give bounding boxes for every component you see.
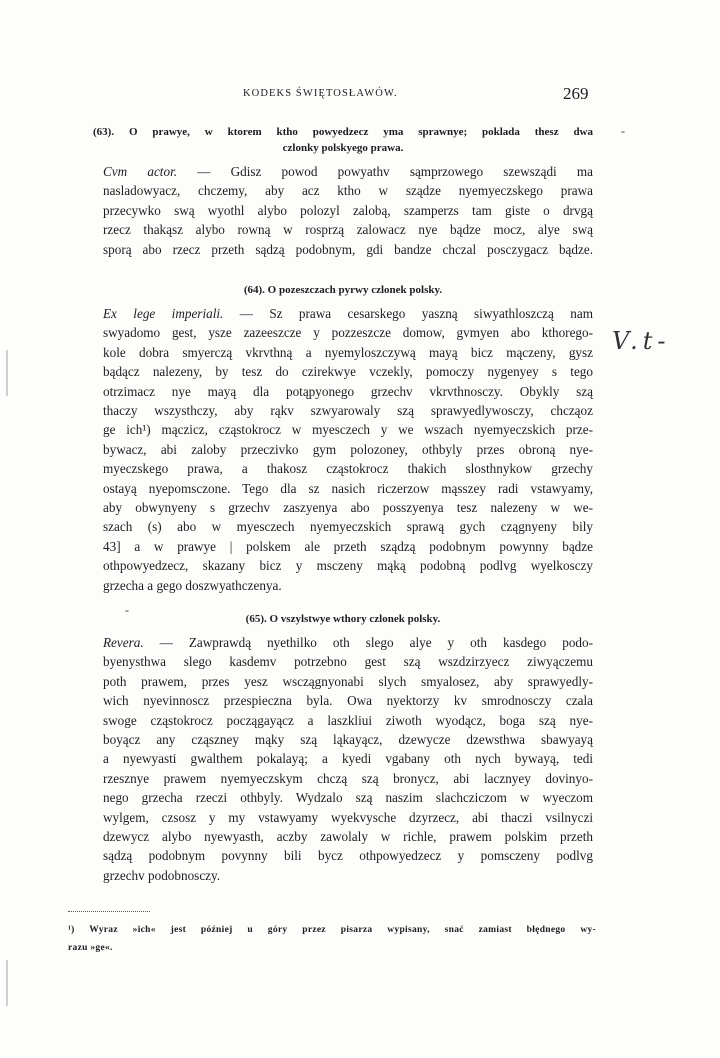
footnote-line: razu »ge«.: [68, 943, 113, 953]
text-line: — Zawprawdą nyethilko oth slego alye y oth kasdego podo-: [143, 635, 593, 650]
text-line: 43] a w prawye | polskem ale przeth sządzą podobnym powynny bądze: [103, 538, 593, 554]
text-line: grzecha a gego doszwyathczenya.: [103, 577, 282, 593]
section-body: [93, 304, 593, 595]
text-line: poth prawem, przes yesz wsczągnyonabi slych smyalosez, aby sprawyedly-: [103, 673, 593, 689]
heading-line: (63). O prawye, w ktorem ktho powyedzecz yma sprawnye; poklada thesz dwa: [93, 126, 593, 138]
text-line: sporą abo rzecz przeth sądzą podobnym, gdi bandze chczal posczygacz bądze.: [103, 241, 593, 257]
text-line: byenysthwa slego kasdemv potrzebno gest szą wszdzirzyecz ziwyączemu: [103, 654, 593, 670]
text-line: — Gdisz powod powyathv sąmprzowego szewsządi ma: [177, 164, 594, 179]
footnote: [68, 921, 596, 957]
text-line: wich nyevinnoscz przespieczna byla. Owa nyektorzy kv smrodnosczy czala: [103, 693, 593, 709]
page-number: 269: [563, 84, 589, 103]
text-line: swoge cząstokrocz począgayącz a laszkliui ziwoth wyodącz, boga szą nye-: [103, 712, 593, 728]
section-lead: Cvm actor.: [103, 164, 178, 179]
section-heading: [93, 611, 593, 627]
text-line: rzecz thakąsz alybo rowną w rosprzą zalowacz nye bądze mocz, alye swą: [103, 222, 593, 238]
section-heading: [93, 282, 593, 298]
text-line: bądącz nalezeny, by tesz do czirekwye vczekly, pomoczy nygenyey s tego: [103, 364, 593, 380]
text-line: grzechv podobnosczy.: [103, 867, 221, 883]
running-title: KODEKS ŚWIĘTOSŁAWÓW.: [243, 88, 398, 99]
text-line: kole dobra smyerczą vkrvthną a nyemyloszczywą mayą bicz mączeny, gysz: [103, 344, 593, 360]
text-line: otrzimacz nye mayą dla potąpyonego grzechv vkrvthnosczy. Obykly szą: [103, 383, 593, 399]
heading-line: (64). O pozeszczach pyrwy czlonek polsky.: [243, 284, 443, 296]
text-line: dzewycz alybo nyewyasth, aczby zawolaly w richle, prawem polskim przeth: [103, 829, 593, 845]
margin-dash: -: [621, 124, 625, 138]
text-line: ostayą nyepomsczone. Tego dla sz nasich riczerzow mąsszey radi vstawyamy,: [103, 480, 593, 496]
footnote-rule: [68, 911, 150, 912]
text-line: przecywko swą wyothl alybo polozyl zalobą, szamperzs tam giste o drvgą: [103, 202, 593, 218]
scan-edge-mark: [6, 960, 8, 1006]
text-line: nasladowyacz, chczemy, aby acz ktho w sządze nyemyeczskego prawa: [103, 183, 593, 199]
section-heading: [93, 124, 593, 156]
text-line: myeczskego prawa, a thakosz cząstokrocz thakich slosthnykow grzechy: [103, 461, 593, 477]
footnote-line: ¹) Wyraz »ich« jest później u góry przez pisarza wypisany, snać zamiast błędnego wy-: [68, 925, 596, 935]
text-line: nego grzecha rzeczi othbyly. Wydzalo szą naszim slachcziczom w wyeczom: [103, 790, 593, 806]
text-line: szach (s) abo w myesczech nyemyeczskich sprawą gych czągnyeny bily: [103, 519, 593, 535]
heading-line: czlonky polskyego prawa.: [282, 142, 404, 154]
section-65: [93, 611, 593, 885]
text-line: swyadomo gest, ysze zazeeszcze y pozzeszcze domow, gvmyen abo kthorego-: [103, 325, 593, 341]
text-line: sądzą podobnym povynny bili bycz othpowyedzecz y pomsczeny podlvg: [103, 848, 593, 864]
section-63: [93, 124, 593, 259]
text-line: — Sz prawa cesarskego yaszną siwyathloszczą nam: [223, 306, 593, 321]
text-line: othpowyedzecz, skazany bicz y msczeny mąką podobną podlvg wyelkosczy: [103, 558, 593, 574]
text-line: aby obwynyeny s grzechv zaszyenya abo posszyenya tesz nalezeny w we-: [103, 500, 593, 516]
text-line: a nyewyasti gwalthem pokalayą; a kyedi vgabany oth nych bywayą, tedi: [103, 751, 593, 767]
heading-line: (65). O vszylstwye wthory czlonek polsky.: [245, 613, 441, 625]
section-body: [93, 162, 593, 259]
text-line: rzesznye prawem nyemyeczskym chczą szą bronycz, abi lacznyey dovinyo-: [103, 770, 593, 786]
text-line: bywacz, abi zaloby przeczivko gym polozoney, othbyly przes obroną nye-: [103, 441, 593, 457]
text-line: wylgem, czsosz y my vstawyamy wyekvysche dzyrzecz, abi thaczi vsilnyczi: [103, 809, 593, 825]
scan-edge-mark: [6, 350, 8, 396]
section-lead: Ex lege imperiali.: [103, 306, 224, 321]
text-line: boyącz any cząszney mąky szą ląkayącz, dzewycze dzewsthwa sbawyayą: [103, 732, 593, 748]
text-line: thaczy wszysthczy, aby rąkv szwyarowaly szą sprawyedlywosczy, chcząoz: [103, 403, 593, 419]
section-64: [93, 282, 593, 595]
section-body: [93, 633, 593, 885]
margin-dash-left: -: [125, 603, 129, 617]
text-line: ge ich¹) mączicz, cząstokrocz w myesczech y we wszach nyemyeczskich prze-: [103, 422, 593, 438]
handwritten-note: V.t-: [612, 327, 671, 355]
section-lead: Revera.: [103, 635, 144, 650]
